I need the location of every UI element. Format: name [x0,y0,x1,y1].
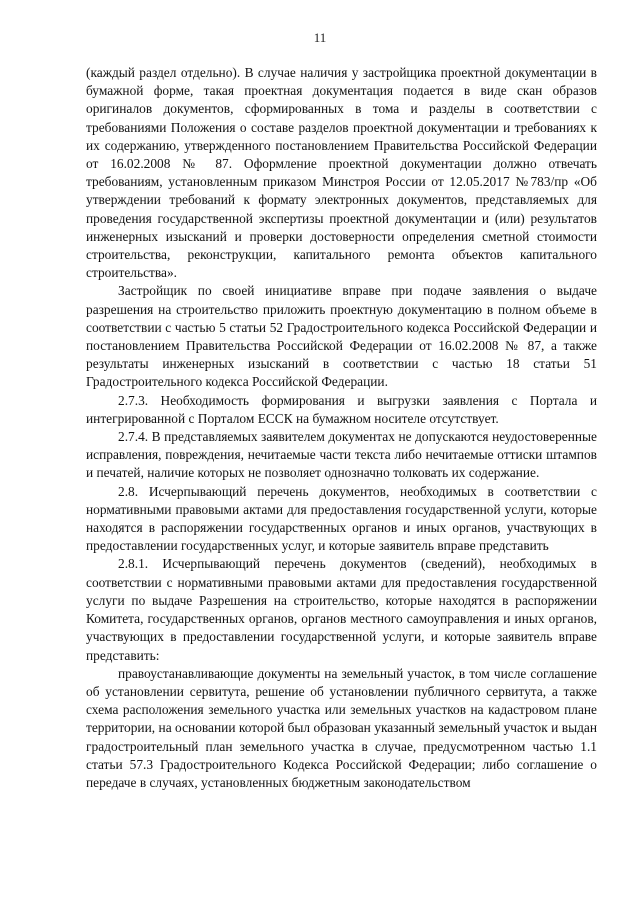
paragraph-2-7-3: 2.7.3. Необходимость формирования и выгрузки заявления с Портала и интегрированной с Порталом ЕССК на бумажном носителе отсутствует. [86,392,597,426]
paragraph-2-7-4: 2.7.4. В представляемых заявителем документах не допускаются неудостоверенные исправления, повреждения, нечитаемые части текста либо нечитаемые оттиски штампов и печатей, наличие которых не позволяет однозначно толковать их содержание. [86,429,597,481]
paragraph-2-8-1: 2.8.1. Исчерпывающий перечень документов (сведений), необходимых в соответствии с нормативными правовыми актами для предоставления государственной услуги по выдаче Разрешения на строительство, которые находятся в распоряжении Комитета, государственных органов, органов местного самоуправления и иных органов, участвующих в предоставлении государственной услуги, и которые заявитель вправе представить: [86,556,597,663]
paragraph-2-8: 2.8. Исчерпывающий перечень документов, необходимых в соответствии с нормативными правовыми актами для предоставления государственной услуги, которые находятся в распоряжении государственных органов и иных органов, участвующих в предоставлении государственных услуг, и которые заявитель вправе представить [86,483,597,554]
paragraph-continuation: (каждый раздел отдельно). В случае наличия у застройщика проектной документации в бумажной форме, такая проектная документация подается в виде скан образов оригиналов документов, сформированных в тома и разделы в соответствии с требованиями Положения о составе разделов проектной документации и требованиях к их содержанию, утвержденного постановлением Правительства Российской Федерации от 16.02.2008 № 87. Оформление проектной документации должно отвечать требованиям, установленным приказом Минстроя России от 12.05.2017 №783/пр «Об утверждении требований к формату электронных документов, представляемых для проведения государственной экспертизы проектной документации и (или) результатов инженерных изысканий и проверки достоверности определения сметной стоимости строительства, реконструкции, капитального ремонта объектов капитального строительства». [86,65,597,281]
page-number: 11 [313,30,327,45]
paragraph-developer-initiative: Застройщик по своей инициативе вправе при подаче заявления о выдаче разрешения на строительство приложить проектную документацию в полном объеме в соответствии с частью 5 статьи 52 Градостроительного кодекса Российской Федерации и постановлением Правительства Российской Федерации от 16.02.2008 № 87, а также результаты инженерных изысканий в соответствии с частью 18 статьи 51 Градостроительного кодекса Российской Федерации. [86,283,597,390]
paragraph-title-documents: правоустанавливающие документы на земельный участок, в том числе соглашение об установлении сервитута, решение об установлении публичного сервитута, а также схема расположения земельного участка или земельных участков на кадастровом плане территории, на основании которой был образован указанный земельный участок и выдан градостроительный план земельного участка в случае, предусмотренном частью 1.1 статьи 57.3 Градостроительного Кодекса Российской Федерации; либо соглашение о передаче в случаях, установленных бюджетным законодательством [86,665,597,790]
document-body [86,64,597,792]
